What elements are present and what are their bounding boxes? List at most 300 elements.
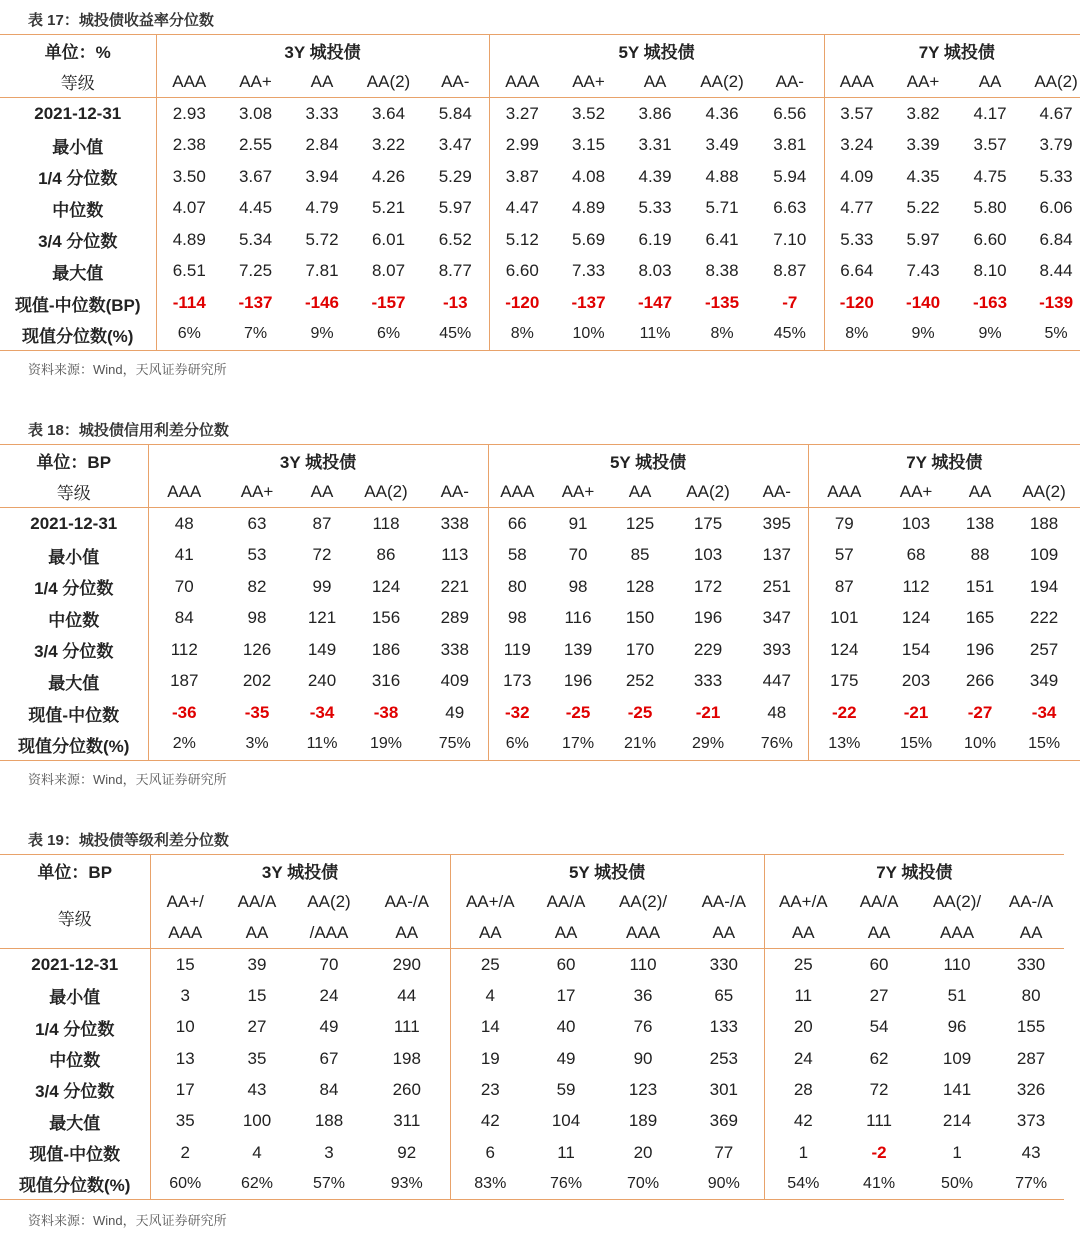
table-cell: -114 xyxy=(156,287,222,319)
table-cell: 330 xyxy=(1016,954,1046,974)
table-cell: 8.44 xyxy=(1039,261,1073,281)
table-cell: 42 xyxy=(450,1106,530,1137)
table-cell: 80 xyxy=(488,571,546,603)
table-cell: -25 xyxy=(565,703,591,723)
table-cell: -34 xyxy=(1031,703,1057,723)
grade-header: AA- xyxy=(756,66,824,98)
table-cell: 154 xyxy=(901,639,931,659)
table-cell: 3.22 xyxy=(371,135,406,155)
table-cell: 6.51 xyxy=(156,256,222,288)
row-label: 1/4 分位数 xyxy=(38,169,118,189)
table-cell: 43 xyxy=(247,1079,267,1099)
table-cell: 4.67 xyxy=(1039,103,1073,123)
table-row xyxy=(0,129,1080,161)
table-cell: 118 xyxy=(372,513,400,533)
table-cell: 85 xyxy=(630,545,650,565)
table-cell: 13% xyxy=(808,729,880,761)
table-cell: 48 xyxy=(767,703,787,723)
table-row xyxy=(0,1011,1064,1042)
table-cell: 150 xyxy=(625,608,655,628)
table-cell: 104 xyxy=(551,1111,581,1131)
table-cell: 4.17 xyxy=(973,103,1007,123)
table-cell: 4.77 xyxy=(824,192,889,224)
table-cell: 20 xyxy=(764,1011,842,1042)
table-cell: 5.21 xyxy=(371,198,406,218)
table-cell: 84 xyxy=(319,1079,339,1099)
table-cell: 202 xyxy=(242,671,272,691)
table-cell: 1 xyxy=(764,1137,842,1168)
table-cell: 7.25 xyxy=(238,261,273,281)
table-cell: 3.39 xyxy=(906,135,940,155)
table-cell: 10 xyxy=(150,1011,220,1042)
table-row xyxy=(0,98,1080,130)
table-cell: 4.75 xyxy=(973,166,1007,186)
table-cell: 14 xyxy=(450,1011,530,1042)
table-cell: 3.08 xyxy=(238,103,273,123)
table-cell: 203 xyxy=(901,671,931,691)
row-label: 最小值 xyxy=(48,547,100,567)
table-cell: 347 xyxy=(762,608,791,628)
grade-header-bottom: AA xyxy=(220,917,294,948)
group-header: 3Y 城投债 xyxy=(148,445,488,477)
row-label: 最大值 xyxy=(52,263,104,283)
table-cell: 3.33 xyxy=(305,103,339,123)
table-cell: 35 xyxy=(247,1048,267,1068)
grade-header: AA- xyxy=(422,66,489,98)
table-cell: 99 xyxy=(312,576,332,596)
table-cell: 60 xyxy=(869,954,889,974)
table-cell: 409 xyxy=(440,671,469,691)
table-cell: 70 xyxy=(568,545,588,565)
table-cell: 24 xyxy=(764,1043,842,1074)
table-cell: 266 xyxy=(965,671,995,691)
table-cell: 196 xyxy=(563,671,593,691)
table-row xyxy=(0,602,1080,634)
table-cell: 3.27 xyxy=(489,98,555,130)
table-cell: 76 xyxy=(633,1017,653,1037)
table-cell: 5.84 xyxy=(438,103,472,123)
table-cell: 92 xyxy=(397,1142,417,1162)
grade-header: AA+ xyxy=(555,66,622,98)
table-cell: 338 xyxy=(440,639,469,659)
table-cell: 27 xyxy=(247,1017,267,1037)
table-cell: 188 xyxy=(1029,513,1059,533)
table-cell: 194 xyxy=(1029,576,1059,596)
table-cell: 77% xyxy=(998,1168,1064,1199)
row-label: 3/4 分位数 xyxy=(34,642,114,662)
unit-label: 单位：BP xyxy=(0,855,150,886)
table-cell: 287 xyxy=(1016,1048,1046,1068)
table-cell: 3.47 xyxy=(438,135,472,155)
table-cell: 11% xyxy=(622,319,688,351)
table-cell: 10% xyxy=(555,319,622,351)
table-cell: 123 xyxy=(628,1079,658,1099)
table-cell: 124 xyxy=(371,576,401,596)
table-cell: 3.81 xyxy=(773,135,807,155)
grade-header: AAA xyxy=(489,66,555,98)
table-cell: 5.34 xyxy=(238,229,273,249)
table-row xyxy=(0,697,1080,729)
grade-header: AAA xyxy=(488,476,546,508)
table-cell: 103 xyxy=(901,513,931,533)
row-label: 2021-12-31 xyxy=(30,513,118,533)
table-cell: 7.43 xyxy=(906,261,940,281)
table-cell: 11 xyxy=(764,980,842,1011)
table-cell: 196 xyxy=(693,608,723,628)
table-cell: -32 xyxy=(488,697,546,729)
table-cell: 4.47 xyxy=(489,192,555,224)
table-cell: 222 xyxy=(1029,608,1059,628)
row-label: 最大值 xyxy=(49,1113,101,1133)
grade-header: AA+ xyxy=(546,476,610,508)
table-cell: 5.71 xyxy=(705,198,739,218)
table-row xyxy=(0,666,1080,698)
table-cell: 6.52 xyxy=(438,229,472,249)
row-label: 现值-中位数(BP) xyxy=(14,295,141,315)
table-cell: 82 xyxy=(247,576,267,596)
table-cell: 6% xyxy=(355,319,422,351)
table-cell: 124 xyxy=(901,608,931,628)
table-cell: 240 xyxy=(307,671,337,691)
table-cell: 68 xyxy=(906,545,926,565)
table-cell: 316 xyxy=(371,671,401,691)
grade-header-bottom: AA xyxy=(842,917,916,948)
table-cell: 5% xyxy=(1023,319,1080,351)
table-cell: 5.33 xyxy=(638,198,672,218)
table-cell: 196 xyxy=(965,639,995,659)
table-cell: 60% xyxy=(150,1168,220,1199)
table-cell: 29% xyxy=(670,729,746,761)
table-cell: 91 xyxy=(568,513,588,533)
table-cell: 6.41 xyxy=(705,229,739,249)
table-cell: 8.07 xyxy=(371,261,406,281)
table-cell: 170 xyxy=(625,639,655,659)
table-cell: 17 xyxy=(150,1074,220,1105)
table-cell: 80 xyxy=(1021,985,1041,1005)
table-cell: 6.56 xyxy=(773,103,807,123)
table-cell: 188 xyxy=(314,1111,344,1131)
table-cell: 53 xyxy=(247,545,267,565)
table-cell: 112 xyxy=(148,634,220,666)
table-cell: 119 xyxy=(488,634,546,666)
grade-header-bottom: AA xyxy=(998,917,1064,948)
grade-label: 等级 xyxy=(0,66,156,98)
table-cell: -137 xyxy=(238,293,273,313)
table-cell: 41% xyxy=(842,1168,916,1199)
table-cell: 45% xyxy=(756,319,824,351)
table-19 xyxy=(0,854,1064,1200)
grade-header-bottom: AA xyxy=(684,917,764,948)
table-cell: 165 xyxy=(965,608,995,628)
grade-label: 等级 xyxy=(0,476,148,508)
table-row xyxy=(0,1168,1064,1199)
table-cell: 103 xyxy=(693,545,723,565)
table-cell: 7.81 xyxy=(305,261,339,281)
grade-header: AA(2) xyxy=(1023,66,1080,98)
grade-header: AA xyxy=(294,476,350,508)
table-cell: 4.07 xyxy=(156,192,222,224)
grade-header-top: AA(2) xyxy=(307,891,351,911)
table-cell: 49 xyxy=(445,703,465,723)
table-cell: 2 xyxy=(150,1137,220,1168)
grade-header-top: AA/A xyxy=(546,891,586,911)
row-label: 现值分位数(%) xyxy=(0,1168,150,1199)
table-cell: 133 xyxy=(709,1017,738,1037)
table-cell: 6 xyxy=(450,1137,530,1168)
table-cell: 54% xyxy=(764,1168,842,1199)
table-row xyxy=(0,539,1080,571)
group-header: 7Y 城投债 xyxy=(824,35,1080,67)
table-cell: 50% xyxy=(916,1168,998,1199)
grade-header-bottom: AA xyxy=(450,917,530,948)
table-row xyxy=(0,287,1080,319)
table-cell: -147 xyxy=(638,293,673,313)
table-cell: 76% xyxy=(530,1168,602,1199)
table-cell: -13 xyxy=(442,293,468,313)
grade-label: 等级 xyxy=(0,886,150,949)
grade-header: AA(2) xyxy=(355,66,422,98)
table-cell: 5.12 xyxy=(489,224,555,256)
table-cell: 86 xyxy=(376,545,396,565)
table-cell: 125 xyxy=(625,513,655,533)
table-cell: 6.06 xyxy=(1039,198,1073,218)
table-cell: 155 xyxy=(1016,1017,1046,1037)
table-cell: 2.38 xyxy=(156,129,222,161)
table-cell: 4.08 xyxy=(571,166,606,186)
table-cell: 79 xyxy=(808,508,880,540)
grade-header-top: AA(2)/ xyxy=(932,891,982,911)
grade-header: AAA xyxy=(808,476,880,508)
table-cell: 338 xyxy=(440,513,469,533)
table-cell: -38 xyxy=(373,703,399,723)
table-cell: 11 xyxy=(557,1142,575,1162)
table-cell: -146 xyxy=(304,293,340,313)
grade-header: AAA xyxy=(148,476,220,508)
table-cell: 156 xyxy=(371,608,401,628)
table-cell: 49 xyxy=(556,1048,576,1068)
grade-header: AA+ xyxy=(889,66,957,98)
table-18-title: 表 18：城投债信用利差分位数 xyxy=(28,422,229,439)
table-cell: 257 xyxy=(1029,639,1059,659)
table-cell: 9% xyxy=(289,319,355,351)
table-cell: 59 xyxy=(556,1079,576,1099)
table-cell: -34 xyxy=(309,703,335,723)
table-cell: 330 xyxy=(709,954,738,974)
table-cell: 5.33 xyxy=(1039,166,1073,186)
table-cell: 84 xyxy=(148,602,220,634)
table-row xyxy=(0,634,1080,666)
table-cell: 229 xyxy=(693,639,723,659)
table-cell: 20 xyxy=(633,1142,653,1162)
table-cell: 15% xyxy=(880,729,952,761)
table-cell: -25 xyxy=(627,703,653,723)
group-header: 7Y 城投债 xyxy=(764,855,1064,886)
table-cell: 447 xyxy=(762,671,791,691)
grade-header: AA xyxy=(610,476,670,508)
table-cell: 6.64 xyxy=(824,256,889,288)
table-cell: 66 xyxy=(488,508,546,540)
table-cell: 109 xyxy=(942,1048,972,1068)
grade-header: AA xyxy=(622,66,688,98)
grade-header-top: AA(2)/ xyxy=(618,891,668,911)
grade-header: AA+ xyxy=(220,476,294,508)
table-cell: 3.49 xyxy=(705,135,739,155)
table-cell: 3.87 xyxy=(489,161,555,193)
table-19-title: 表 19：城投债等级利差分位数 xyxy=(28,832,229,849)
row-label: 最小值 xyxy=(52,137,104,157)
table-cell: 5.97 xyxy=(906,229,940,249)
table-row xyxy=(0,1074,1064,1105)
grade-header: AA xyxy=(957,66,1023,98)
grade-header-bottom: AAA xyxy=(916,917,998,948)
table-cell: 8.77 xyxy=(438,261,472,281)
table-cell: 5.72 xyxy=(305,229,339,249)
table-cell: 17 xyxy=(556,985,576,1005)
table-cell: 4.26 xyxy=(371,166,406,186)
table-cell: 58 xyxy=(488,539,546,571)
table-cell: 198 xyxy=(392,1048,421,1068)
table-cell: 8.38 xyxy=(705,261,739,281)
table-cell: 4.45 xyxy=(238,198,273,218)
table-cell: 17% xyxy=(546,729,610,761)
table-cell: 175 xyxy=(693,513,723,533)
row-label: 最大值 xyxy=(48,673,100,693)
table-cell: 251 xyxy=(762,576,791,596)
table-cell: 6.63 xyxy=(773,198,807,218)
table-cell: 87 xyxy=(808,571,880,603)
grade-header-bottom: AA xyxy=(764,917,842,948)
unit-label: 单位：% xyxy=(0,35,156,67)
table-cell: -135 xyxy=(705,293,740,313)
table-cell: 189 xyxy=(628,1111,658,1131)
table-18 xyxy=(0,444,1080,761)
row-label: 中位数 xyxy=(49,1051,101,1071)
table-row xyxy=(0,1106,1064,1137)
table-cell: 7.10 xyxy=(773,229,807,249)
grade-header-bottom: AAA xyxy=(150,917,220,948)
table-cell: -120 xyxy=(489,287,555,319)
table-cell: 3.79 xyxy=(1039,135,1073,155)
group-header: 7Y 城投债 xyxy=(808,445,1080,477)
grade-header-bottom: AA xyxy=(530,917,602,948)
table-cell: 3% xyxy=(220,729,294,761)
table-cell: 87 xyxy=(312,513,332,533)
table-cell: 15% xyxy=(1008,729,1080,761)
row-label: 中位数 xyxy=(52,200,104,220)
table-row xyxy=(0,256,1080,288)
table-cell: 8% xyxy=(688,319,756,351)
table-cell: 6.84 xyxy=(1039,229,1073,249)
grade-header-bottom: AA xyxy=(364,917,450,948)
table-cell: 289 xyxy=(440,608,469,628)
table-cell: 290 xyxy=(392,954,421,974)
table-cell: 109 xyxy=(1029,545,1059,565)
grade-header: AA xyxy=(952,476,1008,508)
table-cell: 62 xyxy=(869,1048,889,1068)
table-cell: 2.84 xyxy=(305,135,339,155)
table-cell: -21 xyxy=(695,703,721,723)
row-label: 1/4 分位数 xyxy=(34,579,114,599)
table-cell: 151 xyxy=(965,576,995,596)
table-cell: 3.15 xyxy=(571,135,606,155)
table-cell: 42 xyxy=(764,1106,842,1137)
table-row xyxy=(0,508,1080,540)
table-cell: -120 xyxy=(824,287,889,319)
grade-header: AA+ xyxy=(880,476,952,508)
table-cell: -35 xyxy=(244,703,270,723)
group-header: 5Y 城投债 xyxy=(488,445,808,477)
table-cell: 6.19 xyxy=(638,229,672,249)
table-cell: 373 xyxy=(1016,1111,1046,1131)
table-cell: 44 xyxy=(397,985,417,1005)
table-cell: 49 xyxy=(319,1017,339,1037)
table-cell: 3 xyxy=(150,980,220,1011)
table-cell: 83% xyxy=(450,1168,530,1199)
table-cell: 3.67 xyxy=(238,166,273,186)
table-row xyxy=(0,571,1080,603)
table-cell: 3.94 xyxy=(305,166,339,186)
table-cell: -140 xyxy=(906,293,941,313)
grade-header-top: AA+/ xyxy=(150,886,220,917)
table-cell: 4 xyxy=(252,1142,262,1162)
table-cell: 333 xyxy=(693,671,723,691)
table-cell: 98 xyxy=(247,608,267,628)
row-label: 2021-12-31 xyxy=(31,954,119,974)
table-cell: 175 xyxy=(808,666,880,698)
table-cell: 2.99 xyxy=(489,129,555,161)
table-cell: 173 xyxy=(488,666,546,698)
grade-header-top: AA-/A xyxy=(1008,891,1054,911)
table-cell: 5.29 xyxy=(438,166,472,186)
table-cell: 98 xyxy=(488,602,546,634)
table-cell: 2.93 xyxy=(156,98,222,130)
table-cell: 393 xyxy=(762,639,791,659)
table-cell: 93% xyxy=(364,1168,450,1199)
table-cell: 5.69 xyxy=(571,229,606,249)
table-cell: 3.31 xyxy=(638,135,672,155)
table-cell: 39 xyxy=(247,954,267,974)
table-cell: 6% xyxy=(156,319,222,351)
table-cell: -36 xyxy=(148,697,220,729)
grade-header: AA- xyxy=(422,476,488,508)
table-cell: 77 xyxy=(714,1142,734,1162)
table-row xyxy=(0,729,1080,761)
table-cell: 48 xyxy=(148,508,220,540)
grade-header: AAA xyxy=(824,66,889,98)
table-cell: 67 xyxy=(319,1048,339,1068)
table-cell: 60 xyxy=(556,954,576,974)
table-cell: 111 xyxy=(393,1017,420,1037)
table-cell: 3.86 xyxy=(638,103,672,123)
table-cell: 25 xyxy=(450,949,530,980)
grade-header-bottom: /AAA xyxy=(294,917,364,948)
table-cell: 128 xyxy=(625,576,655,596)
table-cell: -157 xyxy=(371,293,406,313)
table-cell: 90 xyxy=(633,1048,653,1068)
table-cell: 21% xyxy=(610,729,670,761)
table-cell: 5.33 xyxy=(824,224,889,256)
table-cell: 23 xyxy=(450,1074,530,1105)
table-cell: 301 xyxy=(709,1079,738,1099)
grade-header-bottom: AAA xyxy=(602,917,684,948)
table-cell: -139 xyxy=(1039,293,1074,313)
table-cell: 9% xyxy=(957,319,1023,351)
table-cell: 3.64 xyxy=(371,103,406,123)
table-cell: 214 xyxy=(942,1111,972,1131)
table-cell: 8.03 xyxy=(638,261,672,281)
table-row xyxy=(0,319,1080,351)
table-cell: 7.33 xyxy=(571,261,606,281)
